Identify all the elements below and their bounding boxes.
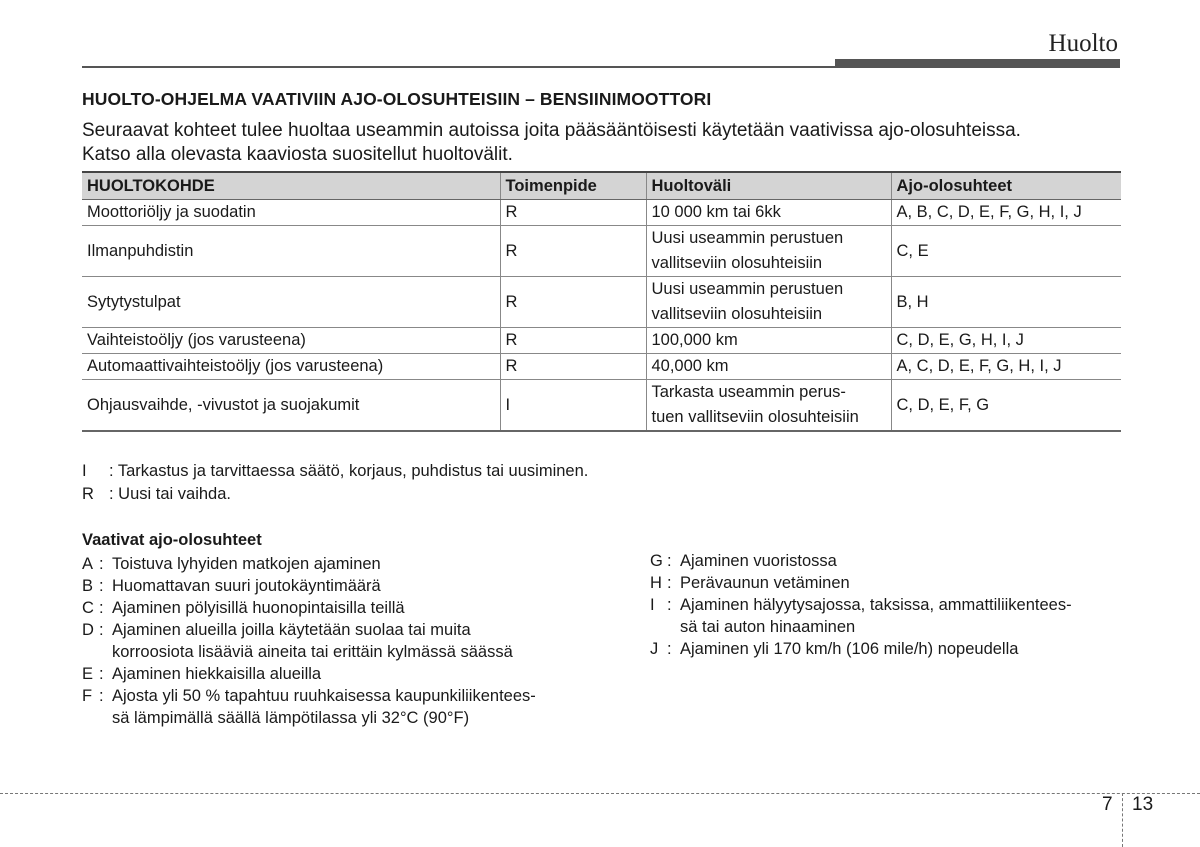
cell-item: Automaattivaihteistoöljy (jos varusteena): [82, 354, 500, 380]
cell-conditions: A, C, D, E, F, G, H, I, J: [891, 354, 1121, 380]
column-header-action: Toimenpide: [500, 172, 646, 200]
condition-text: [112, 685, 602, 729]
condition-item: I : Ajaminen hälyytysajossa, taksissa, ammattiliikentees- sä tai auton hinaaminen: [650, 594, 1130, 638]
condition-item: B : Huomattavan suuri joutokäyntimäärä: [82, 575, 602, 597]
cell-interval: 100,000 km: [646, 328, 891, 354]
condition-item: A : Toistuva lyhyiden matkojen ajaminen: [82, 553, 602, 575]
condition-line: sä lämpimällä säällä lämpötilassa yli 32°C (90°F): [112, 709, 470, 727]
conditions-title: Vaativat ajo-olosuhteet: [82, 531, 262, 549]
footer-divider: [0, 793, 1200, 794]
table-row: [82, 380, 1121, 432]
section-title: Huolto: [1048, 30, 1118, 57]
interval-line: Tarkasta useammin perus-: [651, 383, 846, 401]
condition-text: [112, 619, 602, 663]
page-number: 13: [1132, 794, 1154, 815]
condition-key: G: [650, 552, 663, 570]
condition-item: F : Ajosta yli 50 % tapahtuu ruuhkaisessa kaupunkiliikentees- sä lämpimällä säällä lämpötilassa yli 32°C (90°F): [82, 685, 602, 729]
cell-conditions: A, B, C, D, E, F, G, H, I, J: [891, 200, 1121, 226]
cell-item: Vaihteistoöljy (jos varusteena): [82, 328, 500, 354]
column-header-interval: Huoltoväli: [646, 172, 891, 200]
chapter-number: 7: [1102, 794, 1113, 815]
cell-action: R: [500, 354, 646, 380]
cell-item: Ohjausvaihde, -vivustot ja suojakumit: [82, 380, 500, 432]
condition-key: A: [82, 555, 94, 573]
condition-key: E: [82, 665, 94, 683]
legend-text: : Uusi tai vaihda.: [109, 485, 231, 503]
interval-line: vallitseviin olosuhteisiin: [651, 305, 823, 323]
condition-item: J : Ajaminen yli 170 km/h (106 mile/h) nopeudella: [650, 638, 1130, 660]
condition-text: Ajaminen pölyisillä huonopintaisilla teillä: [112, 599, 405, 617]
conditions-list-right: [650, 550, 1130, 660]
condition-key: B: [82, 577, 94, 595]
condition-text: Perävaunun vetäminen: [680, 574, 850, 592]
condition-key: H: [650, 574, 662, 592]
cell-interval: 10 000 km tai 6kk: [646, 200, 891, 226]
page-heading: HUOLTO-OHJELMA VAATIVIIN AJO-OLOSUHTEISIIN – BENSIINIMOOTTORI: [82, 89, 712, 109]
intro-line: Seuraavat kohteet tulee huoltaa useammin autoissa joita pääsääntöisesti käytetään vaativissa ajo-olosuhteissa.: [82, 120, 1021, 141]
action-legend: [82, 460, 588, 506]
cell-action: R: [500, 277, 646, 328]
table-row: [82, 328, 1121, 354]
condition-line: Ajaminen alueilla joilla käytetään suolaa tai muita: [112, 621, 471, 639]
maintenance-table: [82, 171, 1121, 432]
interval-line: vallitseviin olosuhteisiin: [651, 254, 823, 272]
table-row: [82, 226, 1121, 277]
cell-action: R: [500, 226, 646, 277]
column-header-conditions: Ajo-olosuhteet: [891, 172, 1121, 200]
condition-key: C: [82, 599, 94, 617]
condition-item: C : Ajaminen pölyisillä huonopintaisilla teillä: [82, 597, 602, 619]
interval-line: Uusi useammin perustuen: [651, 280, 844, 298]
table-row: [82, 200, 1121, 226]
condition-text: Ajaminen vuoristossa: [680, 552, 837, 570]
table-header-row: [82, 172, 1121, 200]
cell-interval: [646, 277, 891, 328]
cell-action: R: [500, 328, 646, 354]
cell-action: I: [500, 380, 646, 432]
cell-conditions: C, D, E, F, G: [891, 380, 1121, 432]
interval-line: tuen vallitseviin olosuhteisiin: [651, 408, 859, 426]
condition-line: sä tai auton hinaaminen: [680, 618, 856, 636]
condition-item: D : Ajaminen alueilla joilla käytetään suolaa tai muita korroosiota lisääviä aineita tai erittäin kylmässä säässä: [82, 619, 602, 663]
legend-key: I: [82, 462, 87, 480]
condition-key: D: [82, 621, 94, 639]
column-header-item: HUOLTOKOHDE: [82, 172, 500, 200]
condition-item: E : Ajaminen hiekkaisilla alueilla: [82, 663, 602, 685]
condition-item: G : Ajaminen vuoristossa: [650, 550, 1130, 572]
interval-line: Uusi useammin perustuen: [651, 229, 844, 247]
condition-text: Huomattavan suuri joutokäyntimäärä: [112, 577, 381, 595]
table-row: [82, 277, 1121, 328]
condition-key: F: [82, 687, 93, 705]
cell-item: Ilmanpuhdistin: [82, 226, 500, 277]
condition-line: Ajaminen hälyytysajossa, taksissa, ammattiliikentees-: [680, 596, 1072, 614]
intro-text: [82, 119, 1122, 167]
cell-conditions: C, D, E, G, H, I, J: [891, 328, 1121, 354]
cell-item: Sytytystulpat: [82, 277, 500, 328]
legend-item: [82, 483, 588, 506]
condition-line: korroosiota lisääviä aineita tai erittäin kylmässä säässä: [112, 643, 513, 661]
header-rule-accent: [835, 59, 1120, 67]
page-number-divider: [1122, 793, 1123, 847]
cell-conditions: C, E: [891, 226, 1121, 277]
cell-action: R: [500, 200, 646, 226]
legend-text: : Tarkastus ja tarvittaessa säätö, korjaus, puhdistus tai uusiminen.: [109, 462, 589, 480]
condition-text: Toistuva lyhyiden matkojen ajaminen: [112, 555, 381, 573]
condition-key: I: [650, 596, 655, 614]
legend-item: [82, 460, 588, 483]
condition-line: Ajosta yli 50 % tapahtuu ruuhkaisessa kaupunkiliikentees-: [112, 687, 536, 705]
condition-text: Ajaminen hiekkaisilla alueilla: [112, 665, 322, 683]
condition-text: [680, 594, 1130, 638]
cell-interval: [646, 226, 891, 277]
cell-conditions: B, H: [891, 277, 1121, 328]
cell-item: Moottoriöljy ja suodatin: [82, 200, 500, 226]
conditions-list-left: [82, 553, 602, 729]
intro-line: Katso alla olevasta kaaviosta suositellut huoltovälit.: [82, 144, 513, 165]
legend-key: R: [82, 485, 94, 503]
condition-key: J: [650, 640, 659, 658]
table-row: [82, 354, 1121, 380]
condition-text: Ajaminen yli 170 km/h (106 mile/h) nopeudella: [680, 640, 1019, 658]
condition-item: H : Perävaunun vetäminen: [650, 572, 1130, 594]
cell-interval: [646, 380, 891, 432]
cell-interval: 40,000 km: [646, 354, 891, 380]
